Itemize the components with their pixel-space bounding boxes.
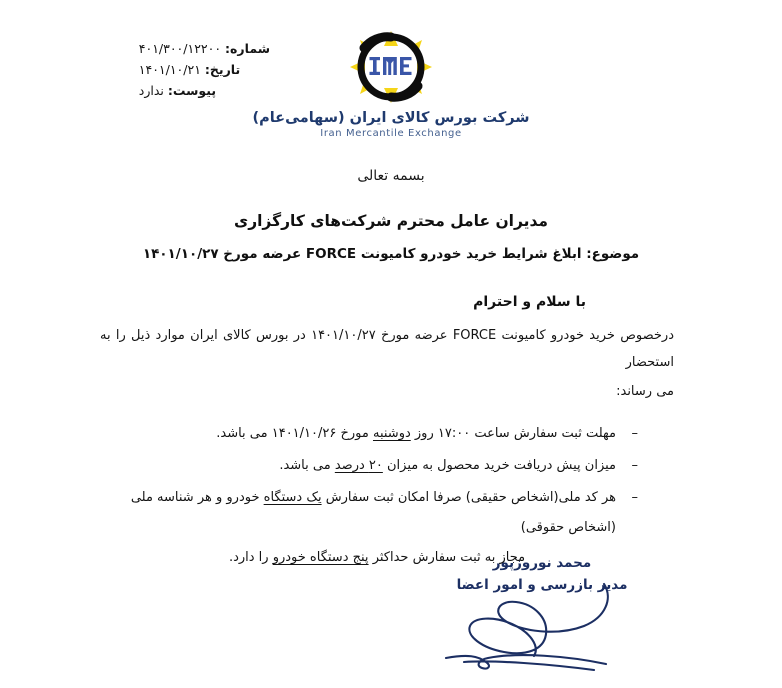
- organization-logo-block: [0, 30, 782, 139]
- ime-logo-icon: [348, 30, 434, 104]
- bullet-part2: خودرو و هر شناسه ملی (اشخاص حقوقی): [130, 490, 616, 535]
- meta-value-attachment: ندارد: [138, 83, 164, 98]
- bullet-part2: می باشد.: [279, 458, 331, 473]
- paragraph-text-after: عرضه مورخ ۱۴۰۱/۱۰/۲۷ در بورس کالای ایران موارد ذیل را به استحضار: [100, 328, 674, 370]
- list-item: [108, 451, 638, 481]
- signatory-title: مدیر بازرسی و امور اعضا: [456, 577, 628, 593]
- body-paragraph: [86, 322, 696, 376]
- letter-body: [86, 208, 696, 575]
- bullet-part1: هر کد ملی(اشخاص حقیقی) صرفا امکان ثبت سفارش: [325, 490, 616, 505]
- bullet-underlined-term: یک دستگاه: [263, 490, 322, 505]
- bullet-line2-before: مجاز به ثبت سفارش حداکثر: [372, 550, 526, 565]
- bullet-marker: –: [631, 490, 638, 505]
- paragraph-latin-term: FORCE: [452, 328, 497, 343]
- meta-label-date: تاریخ:: [204, 62, 241, 77]
- greeting-line: با سلام و احترام: [473, 294, 586, 310]
- bullet-line2-underlined-term: پنج دستگاه خودرو: [272, 550, 369, 565]
- bullet-marker: –: [631, 458, 638, 473]
- meta-value-number: ۴۰۱/۳۰۰/۱۲۲۰۰: [138, 41, 222, 56]
- bullet-part1: مهلت ثبت سفارش ساعت ۱۷:۰۰ روز: [414, 426, 616, 441]
- signature-block: [412, 552, 672, 596]
- subject-label: موضوع:: [586, 246, 640, 262]
- paragraph-text-before: درخصوص خرید خودرو کامیونت: [501, 328, 674, 343]
- bullet-underlined-term: دوشنبه: [372, 426, 411, 441]
- organization-name-fa: شرکت بورس کالای ایران (سهامی‌عام): [252, 110, 530, 126]
- organization-name-en: Iran Mercantile Exchange: [320, 128, 462, 139]
- bullet-line2-after: را دارد.: [228, 550, 269, 565]
- bullet-part1: میزان پیش دریافت خرید محصول به میزان: [387, 458, 616, 473]
- meta-label-number: شماره:: [225, 41, 270, 56]
- bullet-marker: –: [631, 426, 638, 441]
- subject-latin-term: FORCE: [305, 246, 357, 262]
- list-item: [108, 419, 638, 449]
- meta-label-attachment: پیوست:: [167, 83, 217, 98]
- basmala-line: بسمه تعالی: [357, 168, 425, 184]
- signatory-name: محمد نوروزپور: [492, 555, 592, 571]
- body-paragraph-tail: می رساند:: [616, 384, 674, 399]
- meta-value-date: ۱۴۰۱/۱۰/۲۱: [138, 62, 201, 77]
- subject-text-before: ابلاغ شرایط خرید خودرو کامیونت: [360, 246, 582, 262]
- bullet-underlined-term: ۲۰ درصد: [334, 458, 383, 473]
- addressee-line: مدیران عامل محترم شرکت‌های کارگزاری: [233, 212, 548, 230]
- subject-text-after: عرضه مورخ ۱۴۰۱/۱۰/۲۷: [142, 246, 302, 262]
- bullet-list: [86, 419, 696, 573]
- subject-line: [86, 242, 696, 266]
- bullet-part2: مورخ ۱۴۰۱/۱۰/۲۶ می باشد.: [216, 426, 369, 441]
